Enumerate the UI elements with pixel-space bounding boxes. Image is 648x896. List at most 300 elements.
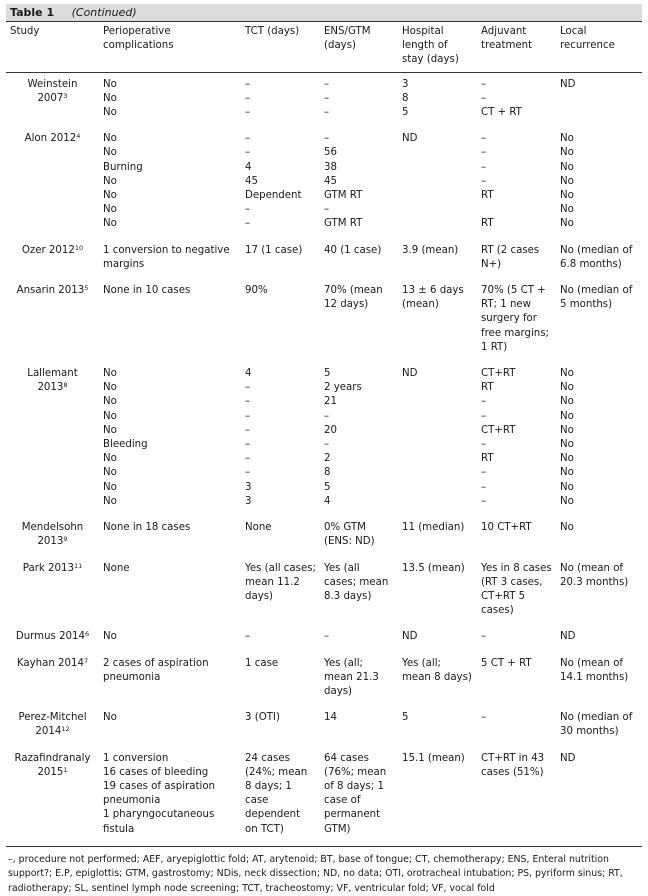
table-cell bbox=[99, 72, 241, 92]
table-row bbox=[6, 106, 642, 127]
cell-text: – bbox=[245, 410, 251, 422]
reference-number: 5 bbox=[84, 284, 89, 293]
table-cell bbox=[556, 395, 642, 409]
cell-text: 38 bbox=[324, 161, 337, 173]
table-cell bbox=[556, 652, 642, 707]
table-cell bbox=[99, 362, 241, 381]
cell-text: – bbox=[324, 92, 330, 104]
table-cell bbox=[398, 362, 477, 381]
column-header-text: Study bbox=[10, 26, 40, 37]
table-cell bbox=[99, 279, 241, 362]
cell-text: No bbox=[560, 161, 574, 173]
table-cell bbox=[398, 495, 477, 516]
table-cell bbox=[398, 652, 477, 707]
table-cell bbox=[320, 652, 398, 707]
cell-text: 21 bbox=[324, 396, 337, 408]
table-row bbox=[6, 189, 642, 203]
table-cell bbox=[320, 516, 398, 556]
cell-text: 3 bbox=[402, 78, 409, 90]
reference-number: 4 bbox=[76, 132, 81, 141]
table-cell bbox=[477, 175, 556, 189]
cell-text: 10 CT+RT bbox=[481, 522, 532, 534]
table-row bbox=[6, 424, 642, 438]
table-cell bbox=[477, 279, 556, 362]
table-cell bbox=[398, 279, 477, 362]
cell-text: No bbox=[103, 190, 117, 202]
table-cell bbox=[241, 239, 320, 279]
cell-text: Yes (all; mean 8 days) bbox=[402, 657, 472, 683]
table-cell bbox=[320, 161, 398, 175]
table-cell bbox=[477, 481, 556, 495]
table-cell bbox=[477, 362, 556, 381]
table-cell bbox=[320, 203, 398, 217]
table-row bbox=[6, 127, 642, 146]
table-cell bbox=[99, 395, 241, 409]
cell-text: GTM RT bbox=[324, 190, 363, 202]
table-cell bbox=[320, 72, 398, 92]
table-cell bbox=[99, 92, 241, 106]
table-cell bbox=[99, 452, 241, 466]
table-cell bbox=[241, 381, 320, 395]
table-cell bbox=[398, 161, 477, 175]
table-cell bbox=[398, 516, 477, 556]
table-row bbox=[6, 279, 642, 362]
table-cell bbox=[398, 72, 477, 92]
table-row bbox=[6, 466, 642, 480]
table-cell bbox=[99, 239, 241, 279]
column-header bbox=[398, 22, 477, 73]
table-cell bbox=[241, 395, 320, 409]
table-cell bbox=[99, 466, 241, 480]
cell-text: ND bbox=[560, 752, 576, 764]
column-header-text: complications bbox=[103, 40, 174, 52]
table-row bbox=[6, 203, 642, 217]
table-cell bbox=[556, 516, 642, 556]
cell-text: No (median of 30 months) bbox=[560, 712, 633, 738]
cell-text: No bbox=[103, 175, 117, 187]
cell-text: 4 bbox=[245, 161, 252, 173]
table-row bbox=[6, 146, 642, 160]
table-continued-note: (Continued) bbox=[71, 6, 137, 19]
table-cell bbox=[556, 127, 642, 146]
cell-text: 5 bbox=[402, 712, 409, 724]
table-cell bbox=[99, 106, 241, 127]
table-row bbox=[6, 625, 642, 651]
table-cell bbox=[398, 381, 477, 395]
table-cell bbox=[556, 203, 642, 217]
cell-text: None in 18 cases bbox=[103, 522, 191, 534]
study-name: Ozer 2012 bbox=[21, 244, 75, 256]
table-cell bbox=[320, 452, 398, 466]
cell-text: 3.9 (mean) bbox=[402, 244, 459, 256]
study-year: 2013 bbox=[37, 382, 64, 394]
cell-text: No bbox=[103, 204, 117, 216]
table-cell bbox=[477, 625, 556, 651]
table-cell bbox=[99, 161, 241, 175]
table-cell bbox=[477, 424, 556, 438]
cell-text: CT+RT in 43 cases (51%) bbox=[481, 752, 545, 778]
table-cell bbox=[477, 161, 556, 175]
reference-number: 3 bbox=[63, 91, 68, 100]
table-cell bbox=[477, 381, 556, 395]
study-year: 2007 bbox=[37, 92, 64, 104]
cell-text: – bbox=[324, 107, 330, 119]
table-cell bbox=[556, 747, 642, 844]
table-cell bbox=[556, 466, 642, 480]
table-cell bbox=[398, 438, 477, 452]
cell-text: No (mean of 14.1 months) bbox=[560, 657, 629, 683]
table-cell bbox=[241, 127, 320, 146]
reference-number: 7 bbox=[83, 656, 89, 665]
cell-text: No bbox=[560, 147, 574, 159]
column-header-text: stay (days) bbox=[402, 54, 459, 66]
table-cell bbox=[99, 625, 241, 651]
cell-text: – bbox=[481, 133, 487, 145]
study-cell bbox=[6, 706, 99, 746]
cell-text: 2 bbox=[324, 453, 331, 465]
table-cell bbox=[477, 438, 556, 452]
cell-text: Yes (all cases; mean 8.3 days) bbox=[324, 562, 389, 602]
cell-text: – bbox=[245, 631, 251, 643]
cell-text: CT + RT bbox=[481, 107, 522, 119]
cell-text: 1 pharyngocutaneous fistula bbox=[103, 809, 215, 835]
cell-text: No bbox=[103, 147, 117, 159]
cell-text: ND bbox=[402, 133, 418, 145]
cell-text: – bbox=[481, 161, 487, 173]
cell-text: No bbox=[103, 467, 117, 479]
cell-text: – bbox=[324, 133, 330, 145]
table-header-row bbox=[6, 22, 642, 73]
cell-text: No bbox=[560, 439, 574, 451]
table-cell bbox=[556, 189, 642, 203]
study-name: Kayhan 2014 bbox=[16, 657, 84, 669]
table-cell bbox=[320, 466, 398, 480]
table-cell bbox=[556, 481, 642, 495]
table-cell bbox=[556, 362, 642, 381]
study-name: Ansarin 2013 bbox=[16, 285, 85, 297]
cell-text: 8 bbox=[324, 467, 331, 479]
cell-text: – bbox=[245, 396, 251, 408]
cell-text: 17 (1 case) bbox=[245, 244, 303, 256]
cell-text: 70% (5 CT + RT; 1 new surgery for free margins; 1 RT) bbox=[481, 285, 549, 353]
table-cell bbox=[556, 92, 642, 106]
cell-text: No bbox=[560, 218, 574, 230]
table-cell bbox=[320, 395, 398, 409]
cell-text: RT bbox=[481, 382, 494, 394]
cell-text: No bbox=[560, 368, 574, 380]
column-header-text: Local bbox=[560, 26, 587, 37]
cell-text: 3 bbox=[245, 481, 252, 493]
table-cell bbox=[556, 146, 642, 160]
cell-text: Dependent bbox=[245, 190, 302, 202]
cell-text: – bbox=[324, 78, 330, 90]
cell-text: – bbox=[481, 396, 487, 408]
table-cell bbox=[398, 203, 477, 217]
cell-text: No bbox=[560, 204, 574, 216]
table-cell bbox=[556, 452, 642, 466]
table-row bbox=[6, 217, 642, 238]
cell-text: ND bbox=[402, 631, 418, 643]
column-header-text: TCT (days) bbox=[245, 26, 300, 37]
table-cell bbox=[398, 239, 477, 279]
table-cell bbox=[241, 161, 320, 175]
table-cell bbox=[320, 747, 398, 844]
table-cell bbox=[556, 557, 642, 626]
cell-text: CT+RT bbox=[481, 424, 516, 436]
table-cell bbox=[556, 381, 642, 395]
table-cell bbox=[398, 481, 477, 495]
table-row bbox=[6, 410, 642, 424]
table-row bbox=[6, 239, 642, 279]
study-name: Razafindranaly bbox=[14, 752, 91, 764]
table-row bbox=[6, 381, 642, 395]
study-name: Alon 2012 bbox=[24, 133, 77, 145]
table-cell bbox=[556, 706, 642, 746]
table-footnote: –, procedure not performed; AEF, aryepiglottic fold; AT, arytenoid; BT, base of tongue; CT, chemotherapy; ENS, Enteral nutrition support?; E.P, epiglottis; GTM, gastrostomy; NDis, neck dissection; ND, no data; OTI, orotracheal intubation; PS, pyriform sinus; RT, radiotherapy; SL, sentinel lymph node screening; TCT, tracheostomy; VF, ventricular fold; VF, vocal fold bbox=[6, 846, 642, 896]
cell-text: ND bbox=[402, 368, 418, 380]
table-cell bbox=[477, 557, 556, 626]
table-cell bbox=[398, 127, 477, 146]
table-cell bbox=[320, 279, 398, 362]
table-row bbox=[6, 652, 642, 707]
cell-text: Yes (all; mean 21.3 days) bbox=[324, 657, 379, 697]
cell-text: No bbox=[560, 410, 574, 422]
table-cell bbox=[99, 438, 241, 452]
study-cell bbox=[6, 362, 99, 516]
table-cell bbox=[320, 410, 398, 424]
study-cell bbox=[6, 557, 99, 626]
cell-text: 40 (1 case) bbox=[324, 244, 382, 256]
cell-text: RT (2 cases N+) bbox=[481, 244, 540, 270]
table-cell bbox=[99, 203, 241, 217]
cell-text: 13.5 (mean) bbox=[402, 562, 465, 574]
cell-text: ND bbox=[560, 78, 576, 90]
column-header bbox=[477, 22, 556, 73]
cell-text: No bbox=[103, 78, 117, 90]
table-cell bbox=[398, 747, 477, 844]
table-cell bbox=[556, 106, 642, 127]
cell-text: 45 bbox=[245, 175, 258, 187]
cell-text: No bbox=[560, 481, 574, 493]
table-cell bbox=[320, 175, 398, 189]
cell-text: 1 conversion bbox=[103, 752, 169, 764]
cell-text: No bbox=[560, 190, 574, 202]
column-header bbox=[320, 22, 398, 73]
cell-text: – bbox=[481, 410, 487, 422]
table-cell bbox=[241, 410, 320, 424]
study-cell bbox=[6, 516, 99, 556]
table-cell bbox=[398, 189, 477, 203]
table-row bbox=[6, 72, 642, 92]
table-row bbox=[6, 706, 642, 746]
cell-text: – bbox=[245, 218, 251, 230]
table-row bbox=[6, 495, 642, 516]
column-header bbox=[6, 22, 99, 73]
cell-text: 5 bbox=[324, 368, 331, 380]
table-cell bbox=[320, 106, 398, 127]
cell-text: – bbox=[245, 147, 251, 159]
table-cell bbox=[398, 106, 477, 127]
cell-text: None bbox=[103, 562, 130, 574]
cell-text: – bbox=[481, 439, 487, 451]
cell-text: – bbox=[245, 424, 251, 436]
cell-text: – bbox=[481, 467, 487, 479]
table-cell bbox=[241, 146, 320, 160]
table-cell bbox=[398, 452, 477, 466]
cell-text: 15.1 (mean) bbox=[402, 752, 465, 764]
cell-text: – bbox=[324, 439, 330, 451]
table-cell bbox=[320, 217, 398, 238]
cell-text: – bbox=[245, 204, 251, 216]
table-cell bbox=[320, 424, 398, 438]
table-cell bbox=[99, 652, 241, 707]
cell-text: 70% (mean 12 days) bbox=[324, 285, 383, 311]
table-row bbox=[6, 438, 642, 452]
cell-text: 3 bbox=[245, 495, 252, 507]
cell-text: – bbox=[324, 631, 330, 643]
table-cell bbox=[556, 239, 642, 279]
table-cell bbox=[241, 495, 320, 516]
study-year: 2014 bbox=[35, 726, 62, 738]
table-cell bbox=[241, 106, 320, 127]
table-cell bbox=[398, 557, 477, 626]
table-cell bbox=[99, 175, 241, 189]
study-cell bbox=[6, 652, 99, 707]
cell-text: No bbox=[103, 92, 117, 104]
table-cell bbox=[398, 706, 477, 746]
cell-text: 24 cases (24%; mean 8 days; 1 case dependent on TCT) bbox=[245, 752, 308, 835]
study-cell bbox=[6, 72, 99, 127]
cell-text: No bbox=[103, 631, 117, 643]
table-cell bbox=[241, 652, 320, 707]
table-cell bbox=[320, 362, 398, 381]
cell-text: 5 bbox=[402, 107, 409, 119]
cell-text: No (mean of 20.3 months) bbox=[560, 562, 629, 588]
column-header-text: treatment bbox=[481, 40, 533, 52]
cell-text: 2 cases of aspiration pneumonia bbox=[103, 657, 209, 683]
cell-text: No bbox=[560, 175, 574, 187]
cell-text: 11 (median) bbox=[402, 522, 465, 534]
table-cell bbox=[241, 466, 320, 480]
cell-text: 0% GTM (ENS: ND) bbox=[324, 522, 375, 548]
study-name: Mendelsohn bbox=[21, 522, 84, 534]
study-cell bbox=[6, 239, 99, 279]
cell-text: No (median of 6.8 months) bbox=[560, 244, 633, 270]
table-cell bbox=[477, 92, 556, 106]
table-cell bbox=[477, 127, 556, 146]
table-row bbox=[6, 452, 642, 466]
cell-text: No bbox=[560, 396, 574, 408]
cell-text: 20 bbox=[324, 424, 337, 436]
table-cell bbox=[556, 279, 642, 362]
column-header-text: Hospital bbox=[402, 26, 444, 37]
table-row bbox=[6, 395, 642, 409]
table-cell bbox=[477, 652, 556, 707]
cell-text: No bbox=[103, 133, 117, 145]
table-cell bbox=[477, 72, 556, 92]
cell-text: Bleeding bbox=[103, 439, 148, 451]
table-cell bbox=[556, 438, 642, 452]
cell-text: RT bbox=[481, 453, 494, 465]
table-row bbox=[6, 557, 642, 626]
cell-text: None in 10 cases bbox=[103, 285, 191, 297]
table-cell bbox=[398, 466, 477, 480]
table-cell bbox=[241, 189, 320, 203]
study-name: Park 2013 bbox=[22, 562, 74, 574]
table-cell bbox=[99, 481, 241, 495]
cell-text: – bbox=[245, 133, 251, 145]
table-cell bbox=[556, 495, 642, 516]
table-cell bbox=[320, 625, 398, 651]
column-header-text: length of bbox=[402, 40, 448, 52]
table-row bbox=[6, 161, 642, 175]
table-cell bbox=[241, 72, 320, 92]
table-cell bbox=[99, 189, 241, 203]
study-cell bbox=[6, 127, 99, 238]
cell-text: No bbox=[103, 712, 117, 724]
table-cell bbox=[241, 362, 320, 381]
cell-text: – bbox=[324, 204, 330, 216]
cell-text: 56 bbox=[324, 147, 337, 159]
table-cell bbox=[398, 217, 477, 238]
cell-text: None bbox=[245, 522, 272, 534]
reference-number: 8 bbox=[63, 381, 68, 390]
table-cell bbox=[99, 381, 241, 395]
cell-text: No bbox=[103, 218, 117, 230]
cell-text: RT bbox=[481, 190, 494, 202]
cell-text: No bbox=[560, 382, 574, 394]
table-cell bbox=[99, 495, 241, 516]
table-cell bbox=[477, 189, 556, 203]
reference-number: 10 bbox=[74, 243, 84, 252]
table-cell bbox=[398, 92, 477, 106]
cell-text: 90% bbox=[245, 285, 268, 297]
table-cell bbox=[241, 424, 320, 438]
table-cell bbox=[320, 557, 398, 626]
study-name: Perez-Mitchel bbox=[18, 712, 87, 724]
table-cell bbox=[556, 72, 642, 92]
cell-text: 45 bbox=[324, 175, 337, 187]
table-cell bbox=[99, 127, 241, 146]
cell-text: 19 cases of aspiration pneumonia bbox=[103, 780, 216, 807]
table-cell bbox=[477, 706, 556, 746]
cell-text: No bbox=[560, 495, 574, 507]
cell-text: 4 bbox=[324, 495, 331, 507]
reference-number: 1 bbox=[63, 765, 68, 774]
cell-text: No bbox=[560, 467, 574, 479]
cell-text: – bbox=[245, 439, 251, 451]
cell-text: – bbox=[245, 78, 251, 90]
table-cell bbox=[241, 203, 320, 217]
table-cell bbox=[241, 217, 320, 238]
cell-text: No bbox=[103, 396, 117, 408]
table-cell bbox=[99, 516, 241, 556]
cell-text: – bbox=[245, 467, 251, 479]
table-cell bbox=[477, 747, 556, 844]
cell-text: – bbox=[245, 92, 251, 104]
table-cell bbox=[320, 706, 398, 746]
table-cell bbox=[398, 625, 477, 651]
cell-text: – bbox=[481, 495, 487, 507]
table-cell bbox=[99, 557, 241, 626]
cell-text: – bbox=[245, 382, 251, 394]
cell-text: 8 bbox=[402, 92, 409, 104]
table-cell bbox=[477, 395, 556, 409]
cell-text: 2 years bbox=[324, 382, 362, 394]
table-cell bbox=[477, 495, 556, 516]
cell-text: 16 cases of bleeding bbox=[103, 766, 209, 778]
results-table bbox=[6, 21, 642, 844]
